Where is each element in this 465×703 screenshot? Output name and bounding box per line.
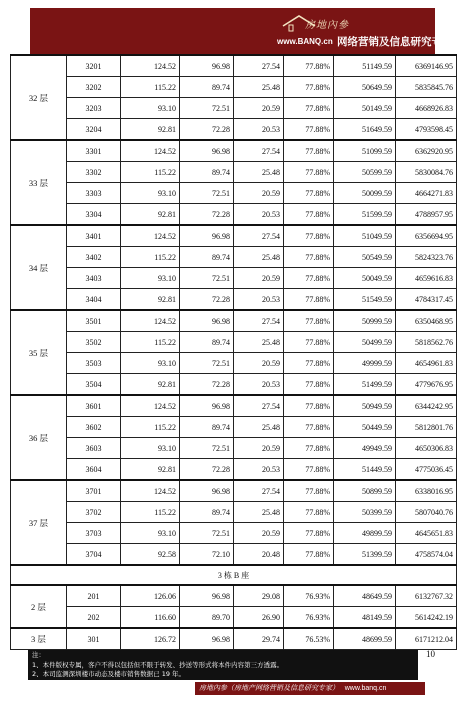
unit-number-cell: 3204: [67, 119, 121, 141]
unit-price-cell: 51549.59: [334, 289, 396, 311]
shared-area-cell: 20.59: [234, 353, 284, 374]
usage-rate-cell: 77.88%: [284, 523, 334, 544]
unit-price-cell: 50999.59: [334, 310, 396, 332]
usage-rate-cell: 76.93%: [284, 585, 334, 607]
building-area-cell: 124.52: [121, 55, 180, 77]
header-title: 网络营销及信息研究专家: [337, 36, 453, 48]
shared-area-cell: 27.54: [234, 140, 284, 162]
usage-rate-cell: 76.93%: [284, 607, 334, 629]
shared-area-cell: 25.48: [234, 502, 284, 523]
usable-area-cell: 72.28: [180, 204, 234, 226]
shared-area-cell: 20.59: [234, 523, 284, 544]
table-row: [11, 225, 457, 247]
unit-price-cell: 48649.59: [334, 585, 396, 607]
usage-rate-cell: 77.88%: [284, 417, 334, 438]
usage-rate-cell: 77.88%: [284, 289, 334, 311]
unit-number-cell: 3403: [67, 268, 121, 289]
usage-rate-cell: 77.88%: [284, 395, 334, 417]
unit-price-cell: 51649.59: [334, 119, 396, 141]
building-area-cell: 93.10: [121, 183, 180, 204]
shared-area-cell: 20.59: [234, 438, 284, 459]
table-row: [11, 353, 457, 374]
building-area-cell: 92.81: [121, 119, 180, 141]
footer-banner: [195, 682, 425, 695]
table-row: [11, 140, 457, 162]
table-row: [11, 459, 457, 481]
usage-rate-cell: 77.88%: [284, 544, 334, 566]
building-area-cell: 115.22: [121, 162, 180, 183]
usage-rate-cell: 77.88%: [284, 98, 334, 119]
usage-rate-cell: 77.88%: [284, 140, 334, 162]
shared-area-cell: 27.54: [234, 480, 284, 502]
usage-rate-cell: 77.88%: [284, 459, 334, 481]
usable-area-cell: 96.98: [180, 395, 234, 417]
unit-price-table: [10, 54, 457, 650]
unit-number-cell: 3603: [67, 438, 121, 459]
usable-area-cell: 72.51: [180, 183, 234, 204]
usable-area-cell: 96.98: [180, 310, 234, 332]
table-row: [11, 332, 457, 353]
unit-price-cell: 50049.59: [334, 268, 396, 289]
unit-price-cell: 49899.59: [334, 523, 396, 544]
header-banner: [30, 8, 453, 54]
table-row: [11, 502, 457, 523]
usable-area-cell: 72.28: [180, 289, 234, 311]
unit-number-cell: 3702: [67, 502, 121, 523]
table-row: [11, 204, 457, 226]
unit-number-cell: 201: [67, 585, 121, 607]
building-area-cell: 126.72: [121, 628, 180, 650]
unit-number-cell: 3202: [67, 77, 121, 98]
notes-box: [28, 650, 418, 680]
total-price-cell: 4654961.83: [396, 353, 457, 374]
total-price-cell: 4664271.83: [396, 183, 457, 204]
building-area-cell: 92.81: [121, 204, 180, 226]
total-price-cell: 6356694.95: [396, 225, 457, 247]
unit-price-cell: 51599.59: [334, 204, 396, 226]
unit-price-cell: 48699.59: [334, 628, 396, 650]
building-area-cell: 93.10: [121, 438, 180, 459]
total-price-cell: 4788957.95: [396, 204, 457, 226]
unit-number-cell: 3304: [67, 204, 121, 226]
total-price-cell: 5812801.76: [396, 417, 457, 438]
table-row: [11, 607, 457, 629]
usage-rate-cell: 77.88%: [284, 374, 334, 396]
note-line-1: 1、本件版权专属，客户不得以包括但不限于转发、抄送等形式将本件内容第三方透露。: [32, 660, 284, 669]
total-price-cell: 6132767.32: [396, 585, 457, 607]
usable-area-cell: 72.51: [180, 353, 234, 374]
unit-price-cell: 48149.59: [334, 607, 396, 629]
shared-area-cell: 27.54: [234, 395, 284, 417]
floor-label: 2 层: [11, 585, 67, 628]
table-row: [11, 162, 457, 183]
unit-number-cell: 3501: [67, 310, 121, 332]
unit-price-cell: 50649.59: [334, 77, 396, 98]
usable-area-cell: 89.70: [180, 607, 234, 629]
usable-area-cell: 89.74: [180, 332, 234, 353]
total-price-cell: 4793598.45: [396, 119, 457, 141]
floor-label: 37 层: [11, 480, 67, 565]
floor-label: 3 层: [11, 628, 67, 650]
unit-number-cell: 3301: [67, 140, 121, 162]
building-header-row: [11, 565, 457, 585]
total-price-cell: 4775036.45: [396, 459, 457, 481]
total-price-cell: 4668926.83: [396, 98, 457, 119]
unit-price-cell: 50099.59: [334, 183, 396, 204]
unit-price-cell: 51149.59: [334, 55, 396, 77]
total-price-cell: 6362920.95: [396, 140, 457, 162]
building-area-cell: 116.60: [121, 607, 180, 629]
building-area-cell: 124.52: [121, 310, 180, 332]
total-price-cell: 6350468.95: [396, 310, 457, 332]
total-price-cell: 4758574.04: [396, 544, 457, 566]
total-price-cell: 4645651.83: [396, 523, 457, 544]
table-row: [11, 628, 457, 650]
shared-area-cell: 20.59: [234, 183, 284, 204]
table-row: [11, 55, 457, 77]
building-area-cell: 124.52: [121, 395, 180, 417]
shared-area-cell: 29.74: [234, 628, 284, 650]
shared-area-cell: 20.53: [234, 119, 284, 141]
table-row: [11, 544, 457, 566]
building-area-cell: 92.81: [121, 289, 180, 311]
shared-area-cell: 27.54: [234, 55, 284, 77]
shared-area-cell: 25.48: [234, 247, 284, 268]
total-price-cell: 6369146.95: [396, 55, 457, 77]
footer-url: www.banq.cn: [344, 685, 387, 692]
notes-title: 注：: [32, 651, 45, 659]
unit-number-cell: 3504: [67, 374, 121, 396]
table-row: [11, 374, 457, 396]
usable-area-cell: 72.28: [180, 119, 234, 141]
unit-price-cell: 49949.59: [334, 438, 396, 459]
table-row: [11, 268, 457, 289]
shared-area-cell: 25.48: [234, 162, 284, 183]
total-price-cell: 6171212.04: [396, 628, 457, 650]
shared-area-cell: 25.48: [234, 417, 284, 438]
shared-area-cell: 20.48: [234, 544, 284, 566]
usage-rate-cell: 77.88%: [284, 502, 334, 523]
usage-rate-cell: 77.88%: [284, 353, 334, 374]
unit-number-cell: 3604: [67, 459, 121, 481]
usage-rate-cell: 77.88%: [284, 77, 334, 98]
usage-rate-cell: 77.88%: [284, 204, 334, 226]
shared-area-cell: 27.54: [234, 225, 284, 247]
usable-area-cell: 89.74: [180, 162, 234, 183]
unit-number-cell: 301: [67, 628, 121, 650]
building-area-cell: 115.22: [121, 417, 180, 438]
total-price-cell: 4784317.45: [396, 289, 457, 311]
unit-number-cell: 3602: [67, 417, 121, 438]
shared-area-cell: 20.53: [234, 374, 284, 396]
unit-price-cell: 51099.59: [334, 140, 396, 162]
shared-area-cell: 25.48: [234, 77, 284, 98]
unit-number-cell: 3203: [67, 98, 121, 119]
unit-number-cell: 3303: [67, 183, 121, 204]
building-area-cell: 93.10: [121, 353, 180, 374]
usable-area-cell: 96.98: [180, 55, 234, 77]
shared-area-cell: 25.48: [234, 332, 284, 353]
table-row: [11, 98, 457, 119]
total-price-cell: 4659616.83: [396, 268, 457, 289]
unit-price-cell: 50549.59: [334, 247, 396, 268]
unit-number-cell: 3601: [67, 395, 121, 417]
table-row: [11, 523, 457, 544]
building-area-cell: 124.52: [121, 140, 180, 162]
floor-label: 32 层: [11, 55, 67, 140]
total-price-cell: 5614242.19: [396, 607, 457, 629]
total-price-cell: 5818562.76: [396, 332, 457, 353]
usage-rate-cell: 77.88%: [284, 438, 334, 459]
usable-area-cell: 89.74: [180, 77, 234, 98]
usable-area-cell: 72.51: [180, 438, 234, 459]
unit-number-cell: 3703: [67, 523, 121, 544]
shared-area-cell: 20.53: [234, 459, 284, 481]
unit-number-cell: 3402: [67, 247, 121, 268]
table-row: [11, 417, 457, 438]
table-row: [11, 183, 457, 204]
brand-name: 房地內參: [305, 20, 349, 31]
usable-area-cell: 89.74: [180, 417, 234, 438]
usage-rate-cell: 77.88%: [284, 310, 334, 332]
usage-rate-cell: 77.88%: [284, 332, 334, 353]
usage-rate-cell: 77.88%: [284, 225, 334, 247]
usable-area-cell: 72.51: [180, 98, 234, 119]
building-area-cell: 115.22: [121, 332, 180, 353]
unit-number-cell: 3503: [67, 353, 121, 374]
shared-area-cell: 20.59: [234, 98, 284, 119]
unit-number-cell: 3302: [67, 162, 121, 183]
unit-price-cell: 51399.59: [334, 544, 396, 566]
total-price-cell: 6344242.95: [396, 395, 457, 417]
unit-price-cell: 51449.59: [334, 459, 396, 481]
floor-label: 35 层: [11, 310, 67, 395]
unit-number-cell: 3701: [67, 480, 121, 502]
usage-rate-cell: 77.88%: [284, 247, 334, 268]
unit-price-cell: 50899.59: [334, 480, 396, 502]
usable-area-cell: 89.74: [180, 247, 234, 268]
usable-area-cell: 96.98: [180, 140, 234, 162]
shared-area-cell: 27.54: [234, 310, 284, 332]
unit-price-cell: 50449.59: [334, 417, 396, 438]
building-area-cell: 115.22: [121, 77, 180, 98]
usable-area-cell: 96.98: [180, 628, 234, 650]
shared-area-cell: 20.53: [234, 289, 284, 311]
unit-number-cell: 3401: [67, 225, 121, 247]
footer-text: 房地內参（房地产网络营销及信息研究专家）: [199, 684, 339, 692]
usable-area-cell: 72.51: [180, 268, 234, 289]
usage-rate-cell: 76.53%: [284, 628, 334, 650]
usage-rate-cell: 77.88%: [284, 268, 334, 289]
building-area-cell: 93.10: [121, 523, 180, 544]
building-area-cell: 124.52: [121, 480, 180, 502]
total-price-cell: 5824323.76: [396, 247, 457, 268]
usage-rate-cell: 77.88%: [284, 162, 334, 183]
building-area-cell: 115.22: [121, 502, 180, 523]
total-price-cell: 6338016.95: [396, 480, 457, 502]
building-area-cell: 92.58: [121, 544, 180, 566]
unit-number-cell: 3704: [67, 544, 121, 566]
floor-label: 33 层: [11, 140, 67, 225]
table-row: [11, 438, 457, 459]
floor-label: 34 层: [11, 225, 67, 310]
building-label: 3 栋 B 座: [11, 565, 457, 585]
total-price-cell: 5835845.76: [396, 77, 457, 98]
shared-area-cell: 26.90: [234, 607, 284, 629]
unit-price-cell: 50499.59: [334, 332, 396, 353]
unit-price-cell: 50949.59: [334, 395, 396, 417]
total-price-cell: 4650306.83: [396, 438, 457, 459]
building-area-cell: 124.52: [121, 225, 180, 247]
unit-price-cell: 51049.59: [334, 225, 396, 247]
total-price-cell: 4779676.95: [396, 374, 457, 396]
usable-area-cell: 72.10: [180, 544, 234, 566]
building-area-cell: 126.06: [121, 585, 180, 607]
building-area-cell: 115.22: [121, 247, 180, 268]
usage-rate-cell: 77.88%: [284, 119, 334, 141]
table-row: [11, 585, 457, 607]
building-area-cell: 92.81: [121, 374, 180, 396]
shared-area-cell: 20.59: [234, 268, 284, 289]
unit-price-cell: 50399.59: [334, 502, 396, 523]
unit-number-cell: 202: [67, 607, 121, 629]
table-row: [11, 395, 457, 417]
unit-price-cell: 50149.59: [334, 98, 396, 119]
floor-label: 36 层: [11, 395, 67, 480]
building-area-cell: 92.81: [121, 459, 180, 481]
page-number: 10: [426, 649, 435, 659]
shared-area-cell: 20.53: [234, 204, 284, 226]
usage-rate-cell: 77.88%: [284, 55, 334, 77]
table-row: [11, 310, 457, 332]
shared-area-cell: 29.08: [234, 585, 284, 607]
usable-area-cell: 96.98: [180, 225, 234, 247]
usable-area-cell: 72.28: [180, 459, 234, 481]
unit-number-cell: 3201: [67, 55, 121, 77]
usable-area-cell: 89.74: [180, 502, 234, 523]
note-line-2: 2、本司监测深圳楼市动态及楼市销售数据已 19 年。: [32, 670, 186, 678]
unit-number-cell: 3502: [67, 332, 121, 353]
table-row: [11, 247, 457, 268]
usable-area-cell: 96.98: [180, 585, 234, 607]
building-area-cell: 93.10: [121, 98, 180, 119]
brand-url: www.BANQ.cn: [277, 37, 333, 46]
usable-area-cell: 72.51: [180, 523, 234, 544]
unit-price-cell: 51499.59: [334, 374, 396, 396]
table-row: [11, 119, 457, 141]
total-price-cell: 5830084.76: [396, 162, 457, 183]
building-area-cell: 93.10: [121, 268, 180, 289]
unit-price-cell: 49999.59: [334, 353, 396, 374]
unit-price-cell: 50599.59: [334, 162, 396, 183]
usable-area-cell: 96.98: [180, 480, 234, 502]
table-row: [11, 77, 457, 98]
usable-area-cell: 72.28: [180, 374, 234, 396]
usage-rate-cell: 77.88%: [284, 480, 334, 502]
brand-logo: [275, 10, 453, 54]
table-row: [11, 480, 457, 502]
usage-rate-cell: 77.88%: [284, 183, 334, 204]
total-price-cell: 5807040.76: [396, 502, 457, 523]
unit-number-cell: 3404: [67, 289, 121, 311]
table-row: [11, 289, 457, 311]
